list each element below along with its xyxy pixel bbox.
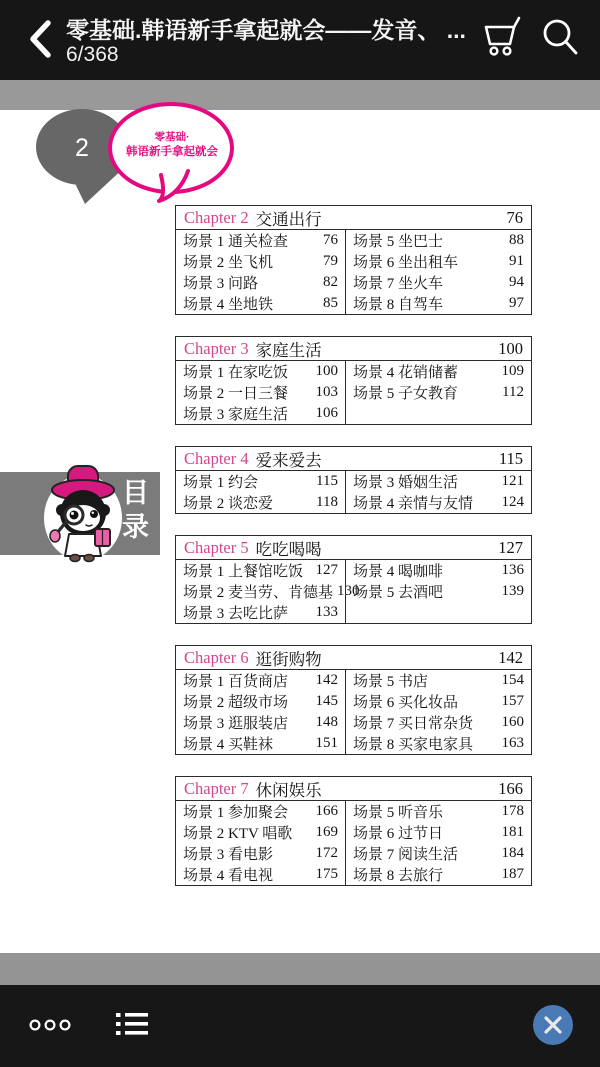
scene-label: 场景 2 谈恋爱 <box>183 496 274 512</box>
scene-column-right <box>345 801 531 885</box>
scene-page-number: 121 <box>501 473 524 489</box>
scene-label: 场景 5 坐巴士 <box>353 234 444 250</box>
scene-page-number: 127 <box>315 562 338 578</box>
scene-row <box>346 471 531 492</box>
scene-label: 场景 5 书店 <box>353 674 429 690</box>
scene-label: 场景 3 婚姻生活 <box>353 475 459 491</box>
more-options-icon <box>28 1016 74 1034</box>
scene-row <box>176 230 345 251</box>
back-button[interactable] <box>24 15 58 63</box>
scene-page-number: 106 <box>315 405 338 421</box>
chapter-title: 逛街购物 <box>255 649 322 669</box>
scene-label: 场景 3 逛服装店 <box>183 716 289 732</box>
search-icon <box>538 15 582 63</box>
scene-column-right <box>345 361 531 424</box>
scene-row <box>346 560 531 581</box>
detective-mascot <box>36 456 130 564</box>
scene-label: 场景 4 买鞋袜 <box>183 737 274 753</box>
chapter-table <box>175 446 532 514</box>
scene-page-number: 133 <box>315 604 338 620</box>
scene-page-number: 88 <box>509 232 524 248</box>
scene-page-number: 178 <box>501 803 524 819</box>
scene-label: 场景 2 一日三餐 <box>183 386 289 402</box>
scene-row <box>346 293 531 314</box>
scene-page-number: 172 <box>315 845 338 861</box>
scene-label: 场景 3 去吃比萨 <box>183 606 289 622</box>
scene-page-number: 142 <box>315 672 338 688</box>
scene-page-number: 85 <box>323 295 338 311</box>
chapter-page-number: 115 <box>498 448 523 468</box>
close-icon <box>543 1015 563 1035</box>
chapter-page-number: 100 <box>498 338 523 358</box>
scene-page-number: 103 <box>315 384 338 400</box>
bottom-bar <box>0 985 600 1067</box>
chapter-table <box>175 535 532 624</box>
chapter-header <box>176 646 531 670</box>
chapter-header <box>176 447 531 471</box>
scene-page-number: 91 <box>509 253 524 269</box>
scene-label: 场景 4 花销储蓄 <box>353 365 459 381</box>
scene-row <box>346 691 531 712</box>
scene-page-number: 175 <box>315 866 338 882</box>
scene-row <box>346 361 531 382</box>
scene-row <box>176 602 345 623</box>
chapter-table <box>175 336 532 425</box>
scene-row <box>346 822 531 843</box>
scene-column-left <box>176 560 360 623</box>
chapter-label: Chapter 4 <box>184 448 249 468</box>
scene-page-number: 79 <box>323 253 338 269</box>
scene-page-number: 184 <box>501 845 524 861</box>
scene-label: 场景 1 百货商店 <box>183 674 289 690</box>
scene-column-left <box>176 471 345 513</box>
scene-page-number: 94 <box>509 274 524 290</box>
chapter-label: Chapter 5 <box>184 537 249 557</box>
scene-column-left <box>176 361 345 424</box>
chapter-title: 吃吃喝喝 <box>255 539 322 559</box>
chapters <box>175 205 532 886</box>
chapter-title: 爱来爱去 <box>255 450 322 470</box>
scene-row <box>346 864 531 885</box>
scene-row <box>176 293 345 314</box>
scene-label: 场景 6 买化妆品 <box>353 695 459 711</box>
scene-row <box>176 712 345 733</box>
scene-page-number: 187 <box>501 866 524 882</box>
page-indicator: 6/368 <box>66 43 119 66</box>
chapter-label: Chapter 6 <box>184 647 249 667</box>
scene-row <box>346 272 531 293</box>
contents-button[interactable] <box>115 1008 149 1040</box>
scene-column-right <box>345 670 531 754</box>
scene-label: 场景 2 麦当劳、肯德基 <box>183 585 334 601</box>
scene-label: 场景 4 亲情与友情 <box>353 496 474 512</box>
scene-row <box>176 471 345 492</box>
scene-label: 场景 2 坐飞机 <box>183 255 274 271</box>
scene-page-number: 166 <box>315 803 338 819</box>
chapter-header <box>176 337 531 361</box>
more-options-button[interactable] <box>28 1016 74 1034</box>
chapter-label: Chapter 3 <box>184 338 249 358</box>
shopping-cart-icon <box>480 15 524 63</box>
top-bar <box>0 0 600 80</box>
scene-row <box>176 670 345 691</box>
scene-row <box>176 733 345 754</box>
scene-page-number: 115 <box>316 473 338 489</box>
scene-page-number: 139 <box>501 583 524 599</box>
scene-label: 场景 1 约会 <box>183 475 259 491</box>
scene-page-number: 82 <box>323 274 338 290</box>
scene-label: 场景 4 看电视 <box>183 868 274 884</box>
scene-row <box>346 230 531 251</box>
scene-page-number: 136 <box>501 562 524 578</box>
scene-page-number: 130 <box>337 583 360 599</box>
scene-label: 场景 5 去酒吧 <box>353 585 444 601</box>
scene-page-number: 163 <box>501 735 524 751</box>
scene-row <box>176 864 345 885</box>
scene-label: 场景 3 看电影 <box>183 847 274 863</box>
scene-page-number: 160 <box>501 714 524 730</box>
scene-row <box>176 691 345 712</box>
chapter-table <box>175 205 532 315</box>
search-button[interactable] <box>538 15 582 63</box>
scene-row <box>176 801 345 822</box>
scene-page-number: 169 <box>315 824 338 840</box>
scene-row <box>176 492 345 513</box>
contents-list-icon <box>115 1008 149 1040</box>
scene-page-number: 145 <box>315 693 338 709</box>
brand-bubble-line1: 零基础· <box>154 131 190 143</box>
scene-row <box>346 382 531 403</box>
scene-page-number: 109 <box>501 363 524 379</box>
scene-row <box>346 251 531 272</box>
page-corner-number: 2 <box>75 134 89 162</box>
scene-row <box>176 251 345 272</box>
scene-page-number: 76 <box>323 232 338 248</box>
scene-label: 场景 1 参加聚会 <box>183 805 289 821</box>
scene-label: 场景 7 坐火车 <box>353 276 444 292</box>
scene-row <box>346 801 531 822</box>
scene-column-left <box>176 801 345 885</box>
chapter-header <box>176 536 531 560</box>
scene-page-number: 181 <box>501 824 524 840</box>
scene-label: 场景 8 买家电家具 <box>353 737 474 753</box>
scene-row <box>176 361 345 382</box>
chapter-table <box>175 776 532 886</box>
scene-row <box>176 822 345 843</box>
scene-page-number: 100 <box>315 363 338 379</box>
chapter-label: Chapter 2 <box>184 207 249 227</box>
scene-page-number: 118 <box>316 494 338 510</box>
scene-label: 场景 7 阅读生活 <box>353 847 459 863</box>
scene-label: 场景 1 上餐馆吃饭 <box>183 564 304 580</box>
chapter-page-number: 166 <box>498 778 523 798</box>
scene-page-number: 97 <box>509 295 524 311</box>
scene-row <box>346 843 531 864</box>
scene-label: 场景 8 自驾车 <box>353 297 444 313</box>
scene-label: 场景 4 喝咖啡 <box>353 564 444 580</box>
book-title: 零基础.韩语新手拿起就会——发音、 ... <box>66 17 466 43</box>
scene-row <box>176 382 345 403</box>
scene-column-right <box>345 471 531 513</box>
scene-column-right <box>345 230 531 314</box>
scene-label: 场景 3 家庭生活 <box>183 407 289 423</box>
toc-tab-label: 目录 <box>118 478 148 546</box>
scene-row <box>176 843 345 864</box>
scene-row <box>346 581 531 602</box>
scene-column-right <box>345 560 531 623</box>
chapter-page-number: 142 <box>498 647 523 667</box>
scene-label: 场景 4 坐地铁 <box>183 297 274 313</box>
chapter-title: 交通出行 <box>255 209 322 229</box>
chapter-title: 家庭生活 <box>255 340 322 360</box>
scene-page-number: 124 <box>501 494 524 510</box>
scene-page-number: 148 <box>315 714 338 730</box>
back-chevron-icon <box>24 15 58 63</box>
scene-column-left <box>176 230 345 314</box>
chapter-page-number: 127 <box>498 537 523 557</box>
chapter-title: 休闲娱乐 <box>255 780 322 800</box>
scene-row <box>346 712 531 733</box>
chapter-table <box>175 645 532 755</box>
scene-row <box>176 581 360 602</box>
scene-row <box>346 670 531 691</box>
scene-row <box>176 403 345 424</box>
close-button[interactable] <box>533 1005 573 1045</box>
chapter-header <box>176 777 531 801</box>
scene-page-number: 112 <box>502 384 524 400</box>
scene-page-number: 151 <box>315 735 338 751</box>
scene-row <box>346 733 531 754</box>
chapter-header <box>176 206 531 230</box>
scene-label: 场景 5 听音乐 <box>353 805 444 821</box>
scene-label: 场景 6 过节日 <box>353 826 444 842</box>
chapter-label: Chapter 7 <box>184 778 249 798</box>
scene-label: 场景 6 坐出租车 <box>353 255 459 271</box>
scene-page-number: 154 <box>501 672 524 688</box>
scene-row <box>176 272 345 293</box>
scene-row <box>176 560 345 581</box>
scene-label: 场景 8 去旅行 <box>353 868 444 884</box>
page-gap-bottom <box>0 953 600 985</box>
scene-label: 场景 3 问路 <box>183 276 259 292</box>
chapter-page-number: 76 <box>506 207 523 227</box>
scene-label: 场景 5 子女教育 <box>353 386 459 402</box>
scene-row <box>346 492 531 513</box>
scene-label: 场景 1 在家吃饭 <box>183 365 289 381</box>
scene-column-left <box>176 670 345 754</box>
scene-label: 场景 2 KTV 唱歌 <box>183 826 293 842</box>
scene-label: 场景 7 买日常杂货 <box>353 716 474 732</box>
cart-button[interactable] <box>480 15 524 63</box>
scene-label: 场景 2 超级市场 <box>183 695 289 711</box>
scene-page-number: 157 <box>501 693 524 709</box>
scene-label: 场景 1 通关检查 <box>183 234 289 250</box>
brand-bubble-line2: 韩语新手拿起就会 <box>126 146 218 158</box>
